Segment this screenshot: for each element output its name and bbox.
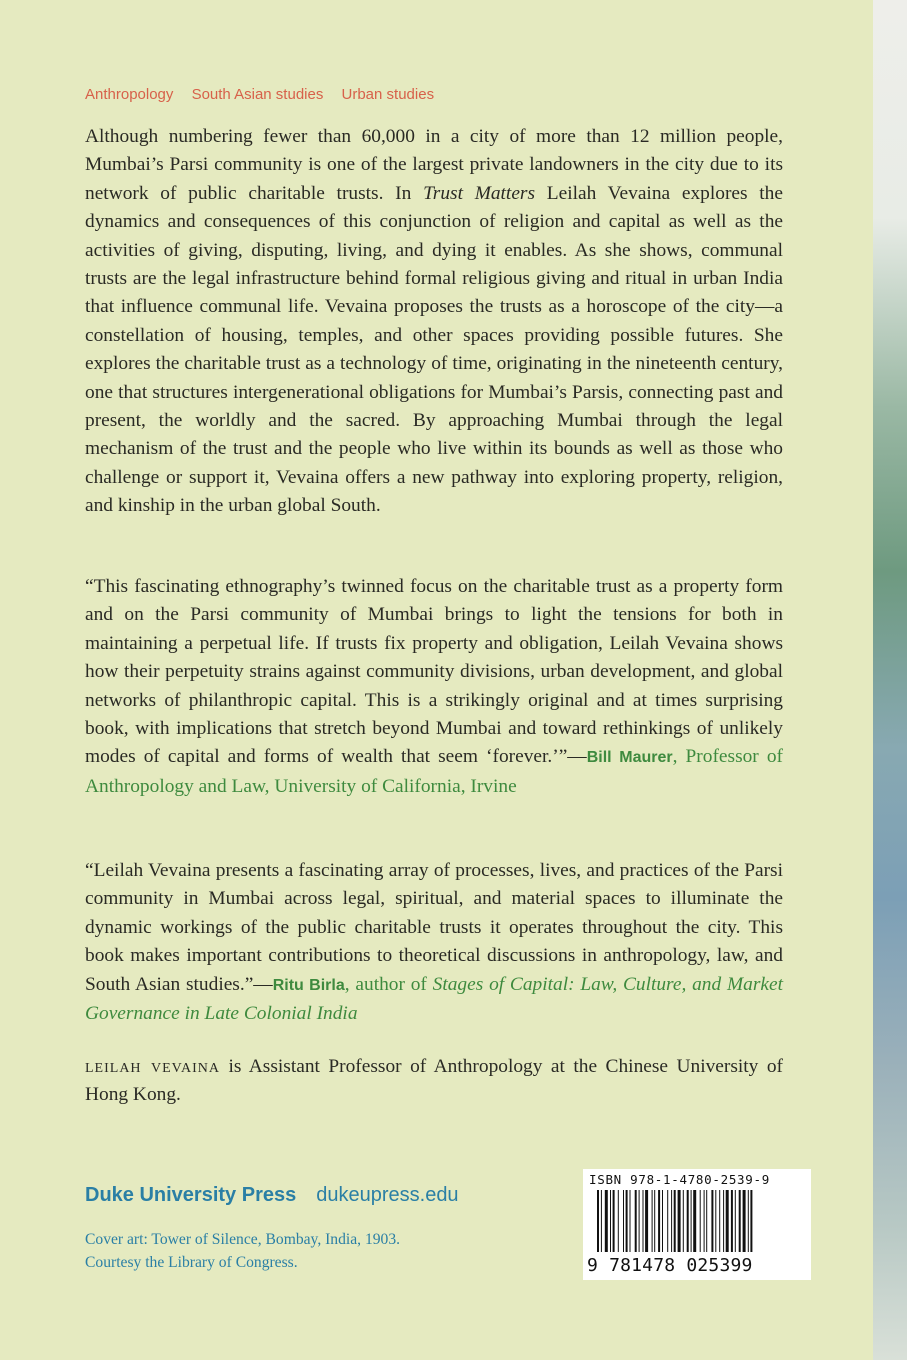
barcode-bar [635,1190,637,1252]
barcode-bar [667,1190,668,1252]
blurb-author-book-title: Stages of Capital: Law, Culture, and Market Governance in Late Colonial India [85,973,783,1025]
isbn-label: ISBN 978-1-4780-2539-9 [589,1172,770,1187]
book-description [85,123,783,521]
description-text: Although numbering fewer than 60,000 in a city of more than 12 million people, Mumbai’s Parsi community is one of the largest private landowners in the city due to its network of public charitable trusts. In [85,126,783,204]
barcode-bar [597,1190,599,1252]
category-label: Anthropology [85,86,174,103]
barcode-bar [645,1190,648,1252]
barcode-bar [639,1190,640,1252]
barcode-bar [691,1190,692,1252]
blurb-quote: “Leilah Vevaina presents a fascinating array of processes, lives, and practices of the Parsi community in Mumbai across legal, spiritual, and material spaces to illuminate the dynamic workings of the public charitable trusts it operates throughout the city. This book makes important contributions to theoretical discussions in anthropology, law, and South Asian studies.”— [85,860,783,995]
blurb-author-affiliation: , Professor of Anthropology and Law, University of California, Irvine [85,746,783,797]
barcode-bar [613,1190,615,1252]
cover-art-credit [85,1228,400,1274]
publisher-name: Duke University Press [85,1184,297,1206]
barcode-bar [735,1190,736,1252]
barcode-bar [704,1190,705,1252]
barcode-bar [683,1190,684,1252]
subject-categories [85,86,448,103]
barcode-bar [715,1190,716,1252]
barcode-bars [597,1190,797,1252]
author-bio-text: is Assistant Professor of Anthropology at the Chinese University of Hong Kong. [85,1056,783,1106]
blurb-author-affiliation: , author of [344,973,433,995]
author-name: leilah vevaina [85,1056,220,1077]
barcode-bar [674,1190,676,1252]
publisher-line [85,1184,459,1207]
category-label: South Asian studies [191,86,324,103]
barcode-bar [654,1190,655,1252]
barcode-bar [605,1190,608,1252]
book-title: Trust Matters [423,182,536,204]
blurb-author-name: Ritu Birla [272,976,345,994]
barcode-bar [671,1190,672,1252]
barcode-bar [643,1190,644,1252]
barcode-bar [700,1190,701,1252]
barcode-bar [748,1190,749,1252]
barcode-bar [623,1190,624,1252]
barcode-bar [652,1190,653,1252]
cover-art-line: Cover art: Tower of Silence, Bombay, India, 1903. [85,1231,401,1248]
blurb-maurer [85,573,783,801]
barcode-bar [610,1190,611,1252]
ean-digits: 9 781478 025399 [587,1255,753,1276]
barcode-bar [739,1190,741,1252]
barcode-bar [678,1190,681,1252]
barcode-bar [726,1190,729,1252]
barcode-bar [731,1190,733,1252]
barcode-bar [662,1190,663,1252]
barcode-bar [723,1190,724,1252]
barcode-bar [711,1190,713,1252]
author-bio [85,1053,783,1110]
isbn-barcode [583,1169,811,1280]
blurb-author-name: Bill Maurer [586,749,673,767]
barcode-bar [743,1190,746,1252]
cover-art-line: Courtesy the Library of Congress. [85,1254,298,1271]
barcode-bar [618,1190,619,1252]
cover-edge-art-strip [873,0,907,1360]
barcode-bar [719,1190,720,1252]
barcode-bar [750,1190,752,1252]
category-label: Urban studies [341,86,435,103]
barcode-bar [693,1190,696,1252]
barcode-bar [687,1190,689,1252]
barcode-bar [601,1190,602,1252]
barcode-bar [658,1190,660,1252]
blurb-birla [85,857,783,1028]
barcode-bar [706,1190,707,1252]
barcode-bar [626,1190,628,1252]
description-text: Leilah Vevaina explores the dynamics and consequences of this conjunction of religion and capital as well as the activities of giving, disputing, living, and dying it enables. As she shows, communal trusts are the legal infrastructure behind formal religious giving and ritual in urban India that influence communal life. Vevaina proposes the trusts as a horoscope of the city—a constellation of housing, temples, and other spaces providing possible futures. She explores the charitable trust as a technology of time, originating in the nineteenth century, one that structures intergenerational obligations for Mumbai’s Parsis, connecting past and present, the worldly and the sacred. By approaching Mumbai through the legal mechanism of the trust and the people who live within its bounds as well as those who challenge or support it, Vevaina offers a new pathway into exploring property, religion, and kinship in the urban global South. [85,182,783,517]
barcode-bar [630,1190,631,1252]
blurb-quote: “This fascinating ethnography’s twinned focus on the charitable trust as a property form and on the Parsi community of Mumbai brings to light the tensions for both in maintaining a perpetual life. If trusts fix property and obligation, Leilah Vevaina shows how their perpetuity strains against community divisions, urban development, and global networks of philanthropic capital. This is a strikingly original and at times surprising book, with implications that stretch beyond Mumbai and toward rethinkings of unlikely modes of capital and forms of wealth that seem ‘forever.’”— [85,576,783,768]
publisher-url: dukeupress.edu [316,1184,459,1206]
